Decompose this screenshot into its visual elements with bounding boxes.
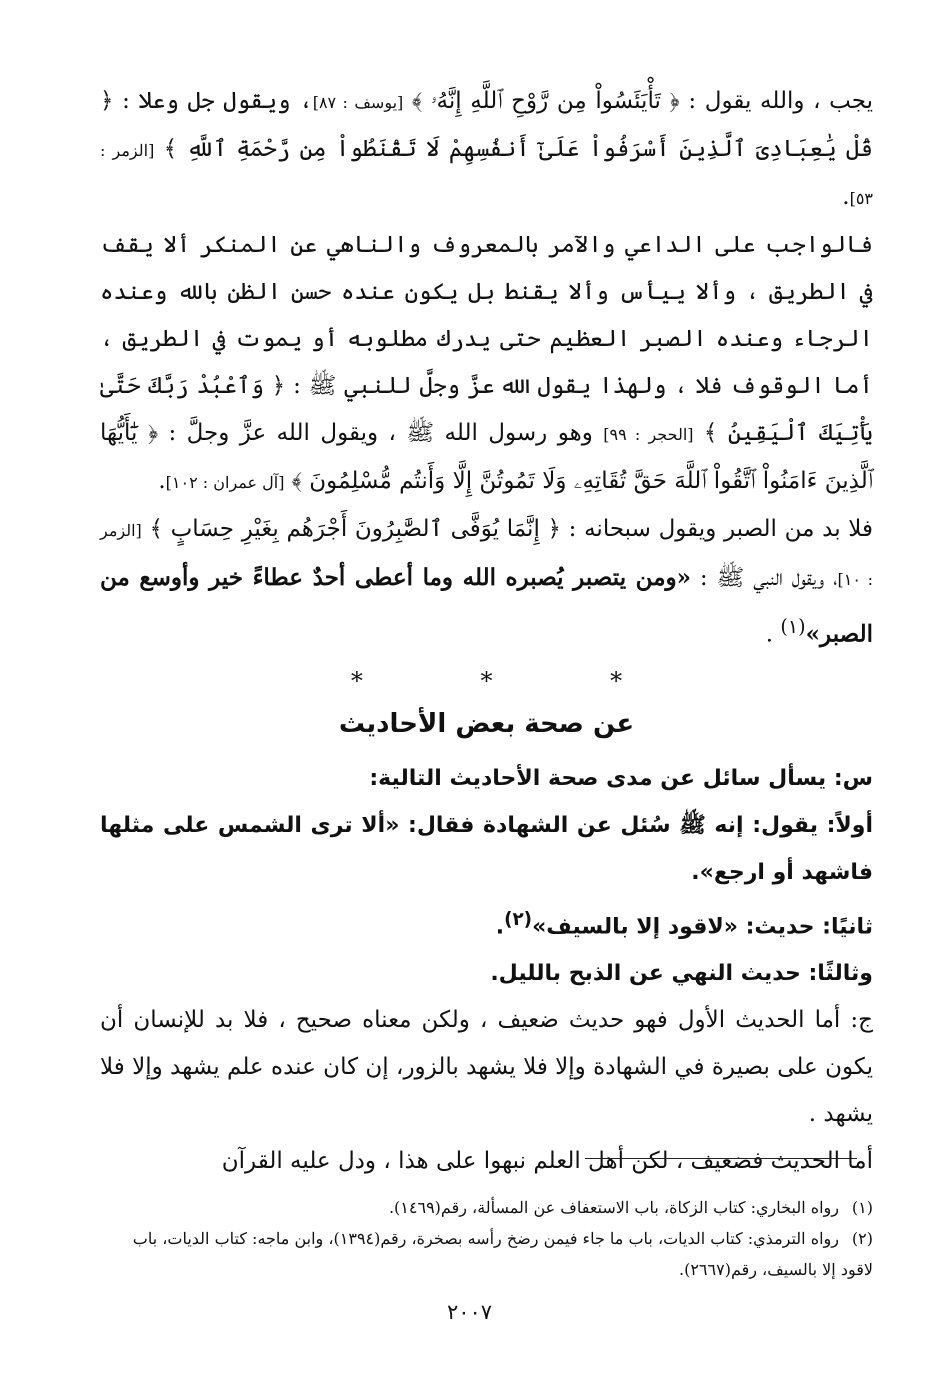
answer-paragraph-2: أما الحديث فضعيف ، لكن أهل العلم نبهوا على هذا ، ودل عليه القرآن <box>221 1147 873 1174</box>
section-title: عن صحة بعض الأحاديث <box>338 708 635 739</box>
paragraph-2-end: . <box>158 468 166 494</box>
question-intro: س: يسأل سائل عن مدى صحة الأحاديث التالية: <box>369 765 873 791</box>
footnote-text: رواه الترمذي: كتاب الديات، باب ما جاء فيمن رضخ رأسه بصخرة، رقم(١٣٩٤)، وابن ماجه: كتاب الديات، باب لاقود إلا بالسيف، رقم(٢٦٦٧). <box>132 1229 873 1279</box>
answer-paragraph-1: ج: أما الحديث الأول فهو حديث ضعيف ، ولكن معناه صحيح ، فلا بد للإنسان أن يكون على بصيرة في الشهادة وإلا فلا يشهد بالزور، إن كان عنده علم يشهد وإلا فلا يشهد . <box>100 1006 873 1127</box>
hadith-quote: «ومن يتصبر يُصبره الله وما أعطى أحدٌ عطاءً خير وأوسع من الصبر» <box>100 564 873 648</box>
paragraph-2 <box>100 222 873 506</box>
paragraph-3-text: فلا بد من الصبر ويقول سبحانه : ﴿ إِنَّمَا يُوَفَّى ٱلصَّٰبِرُونَ أَجْرَهُم بِغَيْرِ حِسَابٍ ﴾ <box>141 516 873 542</box>
paragraph-1-end: . <box>842 184 850 210</box>
page-number: ٢٠٠٧ <box>446 1300 493 1324</box>
quran-reference: [الزمر : ١٠] <box>100 521 873 589</box>
question-item-2-end: . <box>495 913 505 939</box>
paragraph-1-text-2: ، ويقول جل وعلا : ﴿ قُلْ يَٰعِبَادِىَ ٱلَّذِينَ أَسْرَفُواْ عَلَىٰٓ أَنفُسِهِمْ لَا تَقْنَطُواْ مِن رَّحْمَةِ ٱللَّهِ ﴾ <box>100 88 873 162</box>
footnote-divider <box>585 1158 857 1159</box>
paragraph-3-text-2: ، ويقول النبي ﷺ : <box>691 565 838 591</box>
footnote-marker: (١) <box>780 615 806 638</box>
footnote-2 <box>100 1223 873 1285</box>
quran-reference: [الحجر : ٩٩] <box>603 425 694 444</box>
question-item-1: أولاً: يقول: إنه ﷺ سُئل عن الشهادة فقال: «ألا ترى الشمس على مثلها فاشهد أو ارجع». <box>100 812 873 885</box>
quran-reference: [الزمر : ٥٣] <box>100 141 873 208</box>
question-item-3: وثالثًا: حديث النهي عن الذبح بالليل. <box>490 960 873 986</box>
footnotes <box>100 1192 873 1285</box>
paragraph-1-text: يجب ، والله يقول : ﴿ تَأْيَئَسُواْ مِن رَّوْحِ ٱللَّهِ إِنَّهُۥ ﴾ <box>403 88 874 114</box>
question-item-2-text: ثانيًا: حديث: «لاقود إلا بالسيف» <box>532 913 873 939</box>
footnote-number: (١) <box>851 1198 873 1217</box>
paragraph-2-text: فالواجب على الداعي والآمر بالمعروف والناهي عن المنكر ألا يقف في الطريق ، وألا ييأس وألا يقنط بل يكون عنده حسن الظن بالله وعنده الرجاء وعنده الصبر العظيم حتى يدرك مطلوبه أو يموت في الطريق ، أما الوقوف فلا ، ولهذا يقول الله عزَّ وجلَّ للنبي ﷺ : ﴿ وَٱعْبُدْ رَبَّكَ حَتَّىٰ يَأْتِيَكَ ٱلْيَقِينُ ﴾ <box>100 232 874 446</box>
footnote-number: (٢) <box>851 1229 873 1248</box>
footnote-marker: (٢) <box>504 908 533 930</box>
footnote-1 <box>100 1192 873 1223</box>
page-body <box>100 78 873 1185</box>
footnote-text: رواه البخاري: كتاب الزكاة، باب الاستعفاف عن المسألة، رقم(١٤٦٩). <box>388 1198 839 1217</box>
section-separator: * * * <box>350 666 678 695</box>
quran-reference: [آل عمران : ١٠٢] <box>165 473 285 492</box>
quran-reference: [يوسف : ٨٧] <box>312 93 404 112</box>
paragraph-3-end: . <box>765 621 781 648</box>
paragraph-1 <box>100 78 873 222</box>
paragraph-2-text-2: وهو رسول الله ﷺ ، ويقول الله عزَّ وجلَّ : ﴿ يَٰٓأَيُّهَا ٱلَّذِينَ ءَامَنُواْ ٱتَّقُواْ ٱللَّهَ حَقَّ تُقَاتِهِۦ وَلَا تَمُوتُنَّ إِلَّا وَأَنتُم مُّسْلِمُونَ ﴾ <box>100 420 873 494</box>
question-item-2 <box>100 896 873 950</box>
paragraph-3 <box>100 506 873 659</box>
